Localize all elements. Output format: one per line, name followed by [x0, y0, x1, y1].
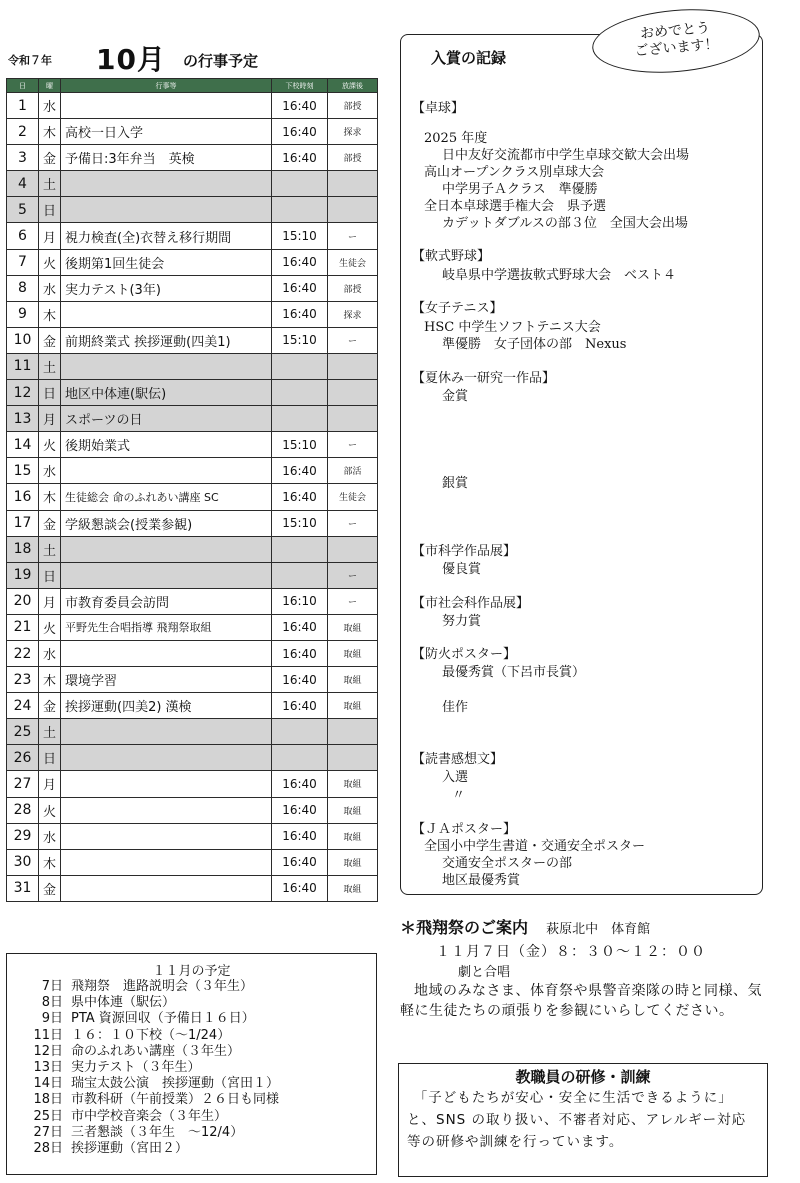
- training-title: 教職員の研修・訓練: [515, 1068, 651, 1086]
- col-header-after: 放課後: [328, 79, 378, 93]
- table-row: [7, 458, 378, 484]
- table-row: [7, 823, 378, 849]
- after-school-cell: [328, 380, 378, 406]
- event-cell: [61, 849, 272, 875]
- award-line: 2025 年度: [424, 131, 488, 146]
- dismissal-time-cell: 16:10: [272, 588, 328, 614]
- event-cell: スポーツの日: [61, 406, 272, 432]
- dismissal-time-cell: 16:40: [272, 693, 328, 719]
- after-school-cell: ー: [328, 588, 378, 614]
- november-event: １６：１０下校（～1/24）: [71, 1027, 231, 1043]
- event-cell: 挨拶運動(四美2) 漢検: [61, 693, 272, 719]
- festival-heading: ＊飛翔祭のご案内: [400, 918, 529, 937]
- weekday-cell: 木: [39, 301, 61, 327]
- november-event: 命のふれあい講座（３年生）: [71, 1043, 241, 1059]
- day-cell: 20: [7, 588, 39, 614]
- day-cell: 4: [7, 171, 39, 197]
- event-cell: [61, 301, 272, 327]
- table-row: [7, 667, 378, 693]
- festival-performance: 劇と合唱: [458, 965, 511, 980]
- day-cell: 3: [7, 145, 39, 171]
- after-school-cell: 取組: [328, 667, 378, 693]
- day-cell: 17: [7, 510, 39, 536]
- event-cell: [61, 171, 272, 197]
- day-cell: 21: [7, 614, 39, 640]
- day-cell: 2: [7, 119, 39, 145]
- weekday-cell: 水: [39, 458, 61, 484]
- award-line: 【女子テニス】: [412, 301, 503, 316]
- table-row: [7, 719, 378, 745]
- list-item: [7, 1011, 376, 1027]
- award-line: 【防火ポスター】: [412, 647, 517, 662]
- table-row: [7, 119, 378, 145]
- event-cell: [61, 823, 272, 849]
- event-cell: 高校一日入学: [61, 119, 272, 145]
- november-date: 11日: [33, 1027, 63, 1043]
- after-school-cell: ー: [328, 432, 378, 458]
- november-date: 8日: [41, 995, 63, 1011]
- dismissal-time-cell: 16:40: [272, 119, 328, 145]
- award-line: 【夏休み一研究一作品】: [412, 371, 556, 386]
- event-cell: 後期始業式: [61, 432, 272, 458]
- day-cell: 5: [7, 197, 39, 223]
- festival-notice: [400, 915, 770, 1019]
- weekday-cell: 木: [39, 667, 61, 693]
- event-cell: [61, 719, 272, 745]
- page-title: [8, 38, 388, 74]
- event-cell: [61, 771, 272, 797]
- event-cell: 平野先生合唱指導 飛翔祭取組: [61, 614, 272, 640]
- award-line: 銀賞: [442, 476, 469, 491]
- day-cell: 8: [7, 275, 39, 301]
- weekday-cell: 日: [39, 745, 61, 771]
- day-cell: 26: [7, 745, 39, 771]
- day-cell: 18: [7, 536, 39, 562]
- festival-datetime: １１月７日（金）８：３０～１２：００: [436, 944, 706, 960]
- weekday-cell: 金: [39, 327, 61, 353]
- dismissal-time-cell: [272, 562, 328, 588]
- list-item: [7, 1125, 376, 1141]
- training-body: 「子どもたちが安心・安全に生活できるように」と、SNS の取り扱い、不審者対応、アレルギー対応等の研修や訓練を行っています。: [407, 1090, 747, 1150]
- day-cell: 16: [7, 484, 39, 510]
- event-cell: 前期終業式 挨拶運動(四美1): [61, 327, 272, 353]
- november-event: 三者懇談（３年生 ～12/4）: [71, 1124, 244, 1140]
- weekday-cell: 月: [39, 223, 61, 249]
- day-cell: 1: [7, 93, 39, 119]
- after-school-cell: ー: [328, 223, 378, 249]
- era-label: 令和７年: [8, 54, 52, 67]
- after-school-cell: 取組: [328, 640, 378, 666]
- weekday-cell: 月: [39, 406, 61, 432]
- dismissal-time-cell: 16:40: [272, 667, 328, 693]
- weekday-cell: 土: [39, 536, 61, 562]
- event-cell: [61, 353, 272, 379]
- november-date: 7日: [41, 979, 63, 994]
- list-item: [7, 1060, 376, 1076]
- after-school-cell: 取組: [328, 614, 378, 640]
- day-cell: 23: [7, 667, 39, 693]
- dismissal-time-cell: 16:40: [272, 771, 328, 797]
- event-cell: [61, 875, 272, 901]
- after-school-cell: 探求: [328, 119, 378, 145]
- weekday-cell: 火: [39, 797, 61, 823]
- after-school-cell: 生徒会: [328, 484, 378, 510]
- award-line: 佳作: [442, 700, 469, 715]
- dismissal-time-cell: 15:10: [272, 223, 328, 249]
- list-item: [7, 1092, 376, 1108]
- table-row: [7, 588, 378, 614]
- november-schedule-box: [6, 953, 377, 1175]
- table-row: [7, 745, 378, 771]
- table-row: [7, 380, 378, 406]
- november-date: 14日: [33, 1076, 63, 1092]
- event-cell: 視力検査(全)衣替え移行期間: [61, 223, 272, 249]
- day-cell: 15: [7, 458, 39, 484]
- table-header-row: [7, 79, 378, 93]
- award-line: 努力賞: [442, 614, 482, 629]
- list-item: [7, 1141, 376, 1157]
- after-school-cell: 取組: [328, 797, 378, 823]
- after-school-cell: [328, 745, 378, 771]
- dismissal-time-cell: 16:40: [272, 875, 328, 901]
- table-row: [7, 693, 378, 719]
- staff-training-box: [398, 1063, 768, 1177]
- bubble-line: おめでとう: [639, 20, 711, 43]
- november-event: 県中体連（駅伝）: [71, 995, 176, 1011]
- award-line: 入選: [442, 770, 469, 785]
- weekday-cell: 日: [39, 562, 61, 588]
- dismissal-time-cell: 16:40: [272, 614, 328, 640]
- dismissal-time-cell: 16:40: [272, 275, 328, 301]
- award-line: 岐阜県中学選抜軟式野球大会 ベスト４: [442, 268, 677, 283]
- november-date: 25日: [33, 1108, 63, 1124]
- col-header-dow: 曜: [39, 79, 61, 93]
- weekday-cell: 土: [39, 353, 61, 379]
- weekday-cell: 月: [39, 588, 61, 614]
- weekday-cell: 日: [39, 380, 61, 406]
- month-label: 10月: [96, 43, 166, 76]
- dismissal-time-cell: 15:10: [272, 510, 328, 536]
- list-item: [7, 1028, 376, 1044]
- after-school-cell: 部授: [328, 275, 378, 301]
- november-event: 市中学校音楽会（３年生）: [71, 1108, 228, 1124]
- day-cell: 25: [7, 719, 39, 745]
- november-date: 9日: [41, 1011, 63, 1027]
- day-cell: 10: [7, 327, 39, 353]
- award-line: 最優秀賞（下呂市長賞）: [442, 665, 586, 680]
- event-cell: 予備日:3年弁当 英検: [61, 145, 272, 171]
- november-event: 市教科研（午前授業）２６日も同様: [71, 1092, 280, 1108]
- award-line: 【市社会科作品展】: [412, 596, 530, 611]
- table-row: [7, 432, 378, 458]
- november-date: 28日: [33, 1141, 63, 1157]
- event-cell: 実力テスト(3年): [61, 275, 272, 301]
- award-line: 日中友好交流都市中学生卓球交歓大会出場: [442, 148, 690, 163]
- day-cell: 13: [7, 406, 39, 432]
- event-cell: [61, 93, 272, 119]
- november-list: [7, 979, 376, 1157]
- weekday-cell: 木: [39, 484, 61, 510]
- weekday-cell: 木: [39, 119, 61, 145]
- dismissal-time-cell: [272, 406, 328, 432]
- after-school-cell: 取組: [328, 693, 378, 719]
- day-cell: 29: [7, 823, 39, 849]
- after-school-cell: [328, 719, 378, 745]
- after-school-cell: ー: [328, 510, 378, 536]
- event-cell: [61, 458, 272, 484]
- table-row: [7, 562, 378, 588]
- award-line: 【軟式野球】: [412, 249, 491, 264]
- dismissal-time-cell: 16:40: [272, 249, 328, 275]
- table-row: [7, 353, 378, 379]
- after-school-cell: [328, 406, 378, 432]
- november-date: 18日: [33, 1092, 63, 1108]
- festival-location: 萩原北中 体育館: [546, 922, 651, 937]
- col-header-day: 日: [7, 79, 39, 93]
- award-line: 優良賞: [442, 562, 482, 577]
- list-item: [7, 1044, 376, 1060]
- dismissal-time-cell: 16:40: [272, 458, 328, 484]
- table-row: [7, 93, 378, 119]
- after-school-cell: 取組: [328, 771, 378, 797]
- day-cell: 9: [7, 301, 39, 327]
- weekday-cell: 土: [39, 719, 61, 745]
- weekday-cell: 水: [39, 93, 61, 119]
- day-cell: 24: [7, 693, 39, 719]
- after-school-cell: ー: [328, 562, 378, 588]
- dismissal-time-cell: [272, 171, 328, 197]
- table-row: [7, 510, 378, 536]
- award-line: 中学男子Ａクラス 準優勝: [442, 182, 598, 197]
- after-school-cell: 取組: [328, 849, 378, 875]
- dismissal-time-cell: 16:40: [272, 484, 328, 510]
- day-cell: 28: [7, 797, 39, 823]
- table-row: [7, 797, 378, 823]
- festival-body: 地域のみなさま、体育祭や県警音楽隊の時と同様、気軽に生徒たちの頑張りを参観にいらしてください。: [400, 983, 762, 1019]
- event-cell: 環境学習: [61, 667, 272, 693]
- weekday-cell: 水: [39, 823, 61, 849]
- dismissal-time-cell: [272, 197, 328, 223]
- november-date: 12日: [33, 1043, 63, 1059]
- day-cell: 6: [7, 223, 39, 249]
- november-event: PTA 資源回収（予備日１６日）: [71, 1011, 255, 1027]
- event-cell: 学級懇談会(授業参観): [61, 510, 272, 536]
- day-cell: 27: [7, 771, 39, 797]
- award-line: HSC 中学生ソフトテニス大会: [424, 320, 601, 335]
- weekday-cell: 木: [39, 849, 61, 875]
- list-item: [7, 1109, 376, 1125]
- after-school-cell: [328, 197, 378, 223]
- day-cell: 30: [7, 849, 39, 875]
- col-header-time: 下校時刻: [272, 79, 328, 93]
- november-event: 実力テスト（３年生）: [71, 1060, 201, 1076]
- award-line: 〃: [452, 788, 466, 803]
- table-row: [7, 327, 378, 353]
- november-title: １１月の予定: [152, 964, 231, 979]
- table-row: [7, 406, 378, 432]
- day-cell: 19: [7, 562, 39, 588]
- award-line: 高山オープンクラス別卓球大会: [424, 165, 605, 180]
- list-item: [7, 1076, 376, 1092]
- event-cell: [61, 536, 272, 562]
- weekday-cell: 金: [39, 510, 61, 536]
- award-line: 【卓球】: [412, 101, 465, 116]
- day-cell: 7: [7, 249, 39, 275]
- weekday-cell: 水: [39, 275, 61, 301]
- table-row: [7, 875, 378, 901]
- event-cell: [61, 797, 272, 823]
- table-row: [7, 640, 378, 666]
- list-item: [7, 979, 376, 995]
- after-school-cell: [328, 171, 378, 197]
- day-cell: 14: [7, 432, 39, 458]
- dismissal-time-cell: [272, 745, 328, 771]
- award-line: 交通安全ポスターの部: [442, 856, 573, 871]
- event-cell: 後期第1回生徒会: [61, 249, 272, 275]
- november-date: 13日: [33, 1060, 63, 1076]
- dismissal-time-cell: [272, 353, 328, 379]
- after-school-cell: [328, 536, 378, 562]
- table-row: [7, 145, 378, 171]
- event-cell: [61, 197, 272, 223]
- dismissal-time-cell: 16:40: [272, 640, 328, 666]
- dismissal-time-cell: [272, 719, 328, 745]
- day-cell: 11: [7, 353, 39, 379]
- award-line: 【市科学作品展】: [412, 544, 517, 559]
- after-school-cell: 生徒会: [328, 249, 378, 275]
- table-row: [7, 171, 378, 197]
- award-line: 全国小中学生書道・交通安全ポスター: [424, 839, 646, 854]
- after-school-cell: [328, 353, 378, 379]
- after-school-cell: 部授: [328, 145, 378, 171]
- day-cell: 22: [7, 640, 39, 666]
- day-cell: 31: [7, 875, 39, 901]
- dismissal-time-cell: 15:10: [272, 327, 328, 353]
- table-row: [7, 614, 378, 640]
- table-row: [7, 484, 378, 510]
- dismissal-time-cell: 16:40: [272, 797, 328, 823]
- weekday-cell: 月: [39, 771, 61, 797]
- event-cell: 生徒総会 命のふれあい講座 SC: [61, 484, 272, 510]
- table-row: [7, 536, 378, 562]
- november-event: 瑞宝太鼓公演 挨拶運動（宮田１）: [71, 1076, 280, 1092]
- weekday-cell: 水: [39, 640, 61, 666]
- table-row: [7, 849, 378, 875]
- awards-title: 入賞の記録: [431, 49, 507, 67]
- after-school-cell: 取組: [328, 875, 378, 901]
- bubble-line: ございます！: [634, 36, 720, 60]
- event-cell: [61, 640, 272, 666]
- dismissal-time-cell: 16:40: [272, 93, 328, 119]
- dismissal-time-cell: 16:40: [272, 145, 328, 171]
- after-school-cell: 取組: [328, 823, 378, 849]
- table-row: [7, 771, 378, 797]
- award-line: 地区最優秀賞: [442, 873, 521, 888]
- dismissal-time-cell: 15:10: [272, 432, 328, 458]
- table-row: [7, 275, 378, 301]
- weekday-cell: 金: [39, 875, 61, 901]
- after-school-cell: ー: [328, 327, 378, 353]
- table-row: [7, 197, 378, 223]
- award-line: 金賞: [442, 389, 469, 404]
- weekday-cell: 火: [39, 432, 61, 458]
- title-subtitle: の行事予定: [183, 52, 259, 70]
- november-event: 飛翔祭 進路説明会（３年生）: [71, 979, 254, 994]
- award-line: 【読書感想文】: [412, 752, 504, 767]
- award-line: 【ＪＡポスター】: [412, 822, 517, 837]
- list-item: [7, 995, 376, 1011]
- november-event: 挨拶運動（宮田２）: [71, 1141, 189, 1157]
- table-row: [7, 223, 378, 249]
- weekday-cell: 土: [39, 171, 61, 197]
- event-cell: [61, 562, 272, 588]
- dismissal-time-cell: 16:40: [272, 849, 328, 875]
- table-row: [7, 301, 378, 327]
- dismissal-time-cell: 16:40: [272, 823, 328, 849]
- weekday-cell: 火: [39, 249, 61, 275]
- weekday-cell: 日: [39, 197, 61, 223]
- event-cell: [61, 745, 272, 771]
- weekday-cell: 金: [39, 145, 61, 171]
- day-cell: 12: [7, 380, 39, 406]
- event-cell: 市教育委員会訪問: [61, 588, 272, 614]
- col-header-event: 行事等: [61, 79, 272, 93]
- dismissal-time-cell: [272, 536, 328, 562]
- award-line: カデットダブルスの部３位 全国大会出場: [442, 216, 688, 231]
- after-school-cell: 探求: [328, 301, 378, 327]
- award-line: 全日本卓球選手権大会 県予選: [424, 199, 607, 214]
- event-cell: 地区中体連(駅伝): [61, 380, 272, 406]
- award-line: 準優勝 女子団体の部 Nexus: [442, 337, 627, 352]
- dismissal-time-cell: [272, 380, 328, 406]
- after-school-cell: 部授: [328, 93, 378, 119]
- october-schedule-table: [6, 78, 378, 902]
- dismissal-time-cell: 16:40: [272, 301, 328, 327]
- weekday-cell: 火: [39, 614, 61, 640]
- weekday-cell: 金: [39, 693, 61, 719]
- after-school-cell: 部活: [328, 458, 378, 484]
- table-row: [7, 249, 378, 275]
- november-date: 27日: [33, 1124, 63, 1140]
